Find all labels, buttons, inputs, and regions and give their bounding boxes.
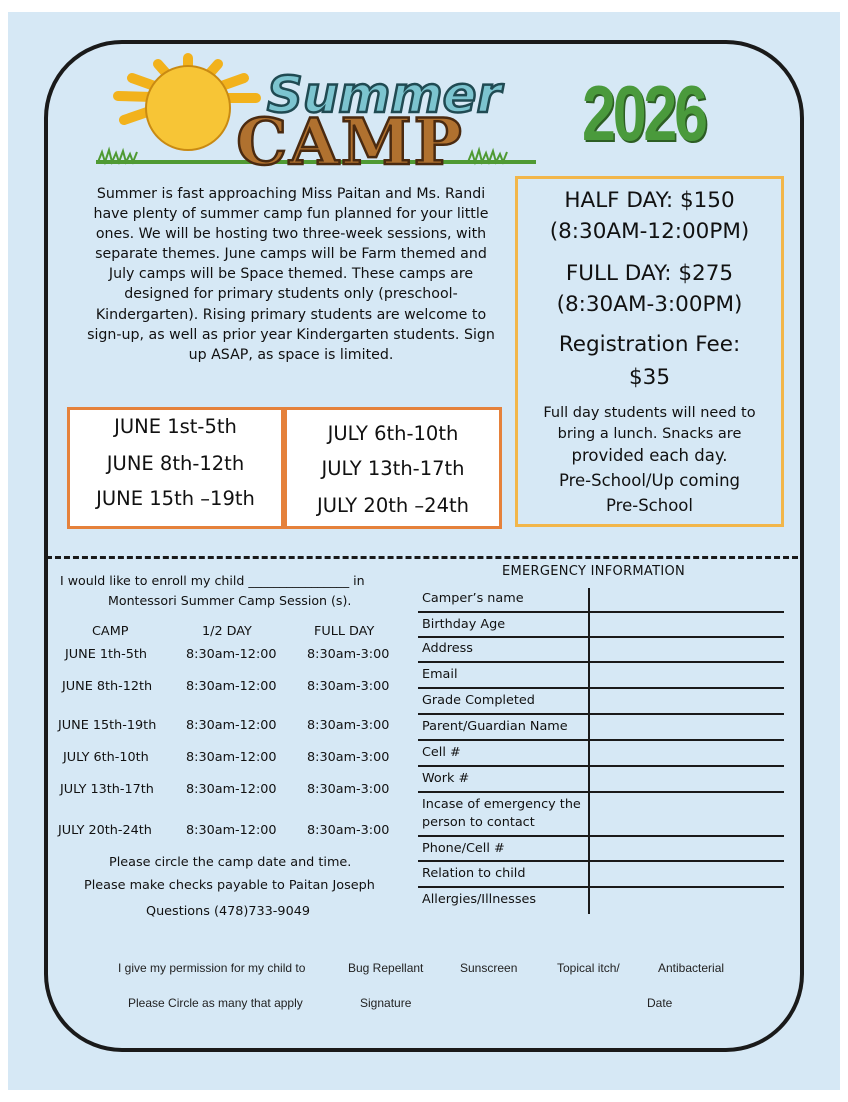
intro-paragraph: Summer is fast approaching Miss Paitan and Ms. Randi have plenty of summer camp fun planned for your little ones. We will be hosting two three-week sessions, with separate themes. June camps will be Farm themed and July camps will be Space themed. These camps are designed for primary students only (preschool-Kindergarten). Rising primary students are welcome to sign-up, as well as prior year Kindergarten students. Sign up ASAP, as space is limited. [87,186,495,363]
full-day-header: FULL DAY [314,624,375,639]
enroll-line: I would like to enroll my child ________________ in [60,573,365,588]
emergency-row [418,613,784,638]
emergency-field-label: Camper’s name [422,591,524,606]
pricing-box [515,176,784,527]
schedule-full: 8:30am-3:00 [307,823,390,838]
audience-line-2: Pre-School [606,496,693,515]
schedule-camp: JULY 6th-10th [63,750,149,765]
schedule-half: 8:30am-12:00 [186,823,277,838]
june-date: JUNE 8th-12th [106,452,245,475]
checks-note: Please make checks payable to Paitan Joseph [84,878,375,893]
registration-fee-amount: $35 [628,365,671,390]
schedule-half: 8:30am-12:00 [186,647,277,662]
camp-header: CAMP [92,624,129,639]
emergency-row [418,767,784,793]
emergency-row [418,793,784,837]
schedule-camp: JUNE 8th-12th [62,679,153,694]
questions-phone: Questions (478)733-9049 [146,904,310,919]
emergency-field-label: Cell # [422,745,461,760]
emergency-field-label: Birthday Age [422,617,506,632]
registration-fee-label: Registration Fee: [558,332,741,357]
summer-camp-logo [88,50,544,176]
audience-line-1: Pre-School/Up coming [558,471,741,490]
half-day-price: HALF DAY: $150 [564,188,735,213]
june-date: JUNE 1st-5th [114,415,237,438]
circle-note: Please circle the camp date and time. [109,855,352,870]
schedule-full: 8:30am-3:00 [307,750,390,765]
emergency-field-label: Relation to child [422,866,526,881]
schedule-camp: JULY 13th-17th [60,782,154,797]
emergency-row [418,888,588,912]
emergency-field-label: Work # [422,771,470,786]
schedule-camp: JULY 20th-24th [58,823,152,838]
full-day-price: FULL DAY: $275 [565,261,734,286]
schedule-half: 8:30am-12:00 [186,782,277,797]
emergency-field-label: Incase of emergency the person to contact [422,797,581,830]
emergency-row [418,638,784,663]
schedule-full: 8:30am-3:00 [307,679,390,694]
schedule-half: 8:30am-12:00 [186,718,277,733]
half-day-header: 1/2 DAY [202,624,252,639]
emergency-row [418,715,784,741]
july-date: JULY 13th-17th [321,457,465,480]
half-day-hours: (8:30AM-12:00PM) [549,219,750,244]
emergency-row [418,862,784,888]
full-day-hours: (8:30AM-3:00PM) [556,292,743,317]
july-date: JULY 6th-10th [327,422,459,445]
emergency-field-label: Grade Completed [422,693,535,708]
circle-instruction: Please Circle as many that apply [128,996,303,1010]
schedule-half: 8:30am-12:00 [186,750,277,765]
june-dates-box [67,407,284,529]
permission-line: I give my permission for my child to [118,961,306,975]
schedule-full: 8:30am-3:00 [307,782,390,797]
emergency-field-label: Phone/Cell # [422,841,505,856]
schedule-full: 8:30am-3:00 [307,718,390,733]
july-dates-box [284,407,502,529]
july-date: JULY 20th –24th [317,494,469,517]
emergency-row [418,689,784,715]
signature-label: Signature [360,996,412,1010]
permission-option-bug-repellant[interactable]: Bug Repellant [348,961,424,975]
year-heading: 2026 [582,69,705,157]
emergency-row [418,588,784,613]
schedule-full: 8:30am-3:00 [307,647,390,662]
emergency-field-label: Email [422,667,458,682]
schedule-camp: JUNE 15th-19th [58,718,157,733]
logo-summer-text: Summer [266,66,502,124]
june-date: JUNE 15th –19th [96,487,255,510]
cut-line [46,556,798,559]
emergency-row [418,741,784,767]
permission-option-topical-itch[interactable]: Topical itch/ [557,961,620,975]
enroll-session-line: Montessori Summer Camp Session (s). [108,593,352,608]
emergency-row [418,663,784,689]
logo-camp-text: CAMP [236,105,464,176]
emergency-title: EMERGENCY INFORMATION [502,564,686,579]
emergency-field-label: Address [422,641,473,656]
permission-option-sunscreen[interactable]: Sunscreen [460,961,518,975]
schedule-camp: JUNE 1th-5th [65,647,148,662]
date-label: Date [647,996,673,1010]
permission-option-antibacterial[interactable]: Antibacterial [658,961,725,975]
lunch-note: Full day students will need to bring a lunch. Snacks are [543,405,756,442]
emergency-row [418,837,784,862]
snack-note: provided each day. [571,446,728,465]
emergency-field-label: Allergies/Illnesses [422,892,537,907]
emergency-field-label: Parent/Guardian Name [422,719,568,734]
schedule-half: 8:30am-12:00 [186,679,277,694]
